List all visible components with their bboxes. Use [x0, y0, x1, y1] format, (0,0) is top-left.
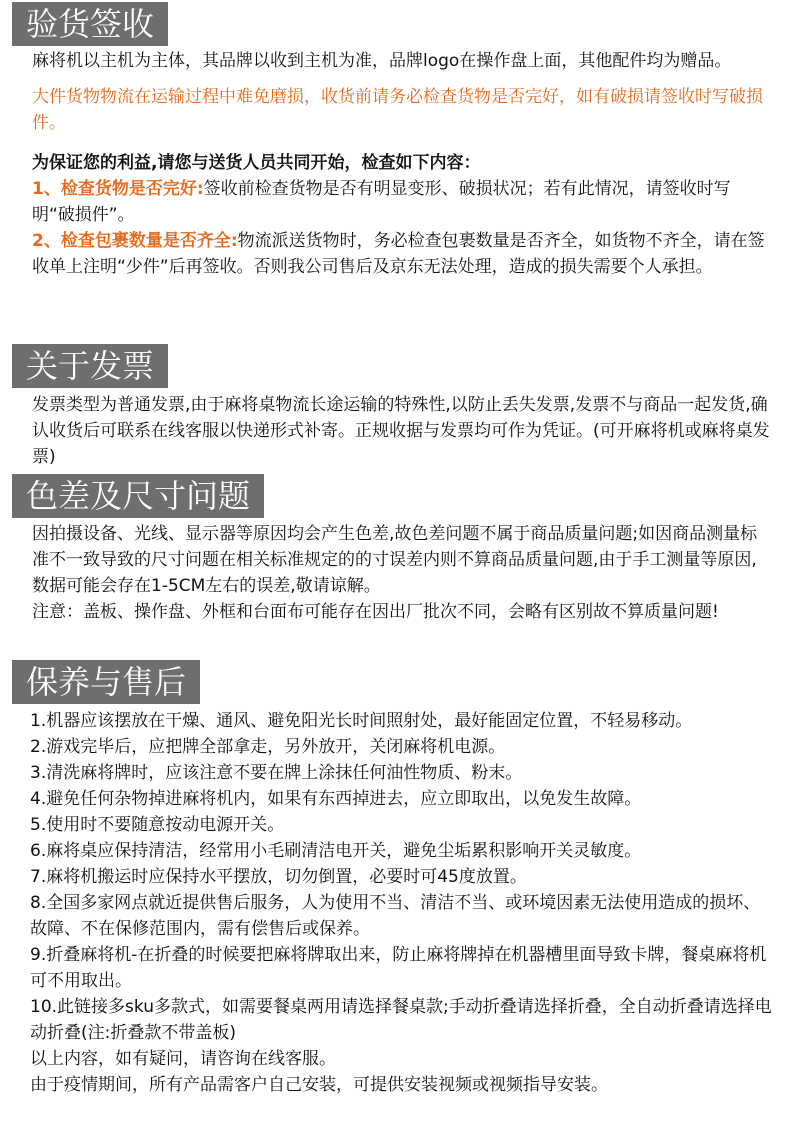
maintenance-item: 5.使用时不要随意按动电源开关。 [30, 815, 285, 835]
maintenance-item: 10.此链接多sku多款式，如需要餐桌两用请选择餐桌款;手动折叠请选择折叠，全自动折叠请选择电动折叠(注:折叠款不带盖板) [30, 997, 772, 1043]
maintenance-footer-1: 以上内容，如有疑问，请咨询在线客服。 [30, 1049, 336, 1069]
maintenance-item: 6.麻将桌应保持清洁，经常用小毛刷清洁电开关，避免尘垢累积影响开关灵敏度。 [30, 841, 642, 861]
check-item-2-text: 物流派送货物时，务必检查包裹数量是否齐全，如货物不齐全，请在签收单上注明“少件”后再签收。否则我公司售后及京东无法处理，造成的损失需要个人承担。 [32, 231, 765, 277]
invoice-text: 发票类型为普通发票,由于麻将桌物流长途运输的特殊性,以防止丢失发票,发票不与商品一起发货,确认收货后可联系在线客服以快递形式补寄。正规收据与发票均可作为凭证。(可开麻将机或麻将桌发票) [32, 395, 770, 467]
check-item-1-label: 1、检查货物是否完好: [32, 179, 204, 199]
color-size-text: 因拍摄设备、光线、显示器等原因均会产生色差,故色差问题不属于商品质量问题;如因商品测量标准不一致导致的尺寸问题在相关标准规定的的寸误差内则不算商品质量问题,由于手工测量等原因,数据可能会存在1-5CM左右的误差,敬请谅解。 [32, 524, 758, 596]
maintenance-item: 8.全国多家网点就近提供售后服务，人为使用不当、清洁不当、或环境因素无法使用造成的损坏、故障、不在保修范围内，需有偿售后或保养。 [30, 893, 761, 939]
section-title-inspection: 验货签收 [12, 2, 168, 46]
inspection-warning: 大件货物物流在运输过程中难免磨损，收货前请务必检查货物是否完好，如有破损请签收时写破损件。 [32, 87, 763, 133]
maintenance-item: 1.机器应该摆放在干燥、通风、避免阳光长时间照射处，最好能固定位置，不轻易移动。 [30, 711, 693, 731]
maintenance-footer-2: 由于疫情期间，所有产品需客户自己安装，可提供安装视频或视频指导安装。 [30, 1075, 608, 1095]
check-title: 为保证您的利益,请您与送货人员共同开始，检查如下内容： [32, 153, 481, 173]
maintenance-item: 9.折叠麻将机-在折叠的时候要把麻将牌取出来，防止麻将牌掉在机器槽里面导致卡牌，餐桌麻将机可不用取出。 [30, 945, 767, 991]
inspection-intro: 麻将机以主机为主体，其品牌以收到主机为准，品牌logo在操作盘上面，其他配件均为赠品。 [32, 51, 732, 71]
color-size-note: 注意：盖板、操作盘、外框和台面布可能存在因出厂批次不同，会略有区别故不算质量问题! [32, 602, 719, 622]
maintenance-content [30, 708, 775, 1098]
color-size-content [32, 521, 772, 625]
maintenance-item: 3.清洗麻将牌时，应该注意不要在牌上涂抹任何油性物质、粉末。 [30, 763, 523, 783]
section-title-invoice: 关于发票 [12, 344, 168, 388]
check-item-1-text: 签收前检查货物是否有明显变形、破损状况；若有此情况，请签收时写明“破损件”。 [32, 179, 731, 225]
inspection-content [32, 48, 772, 280]
check-item-1 [32, 176, 772, 228]
maintenance-item: 4.避免任何杂物掉进麻将机内，如果有东西掉进去，应立即取出，以免发生故障。 [30, 789, 642, 809]
maintenance-item: 7.麻将机搬运时应保持水平摆放，切勿倒置，必要时可45度放置。 [30, 867, 527, 887]
check-item-2 [32, 228, 772, 280]
maintenance-item: 2.游戏完毕后，应把牌全部拿走，另外放开，关闭麻将机电源。 [30, 737, 506, 757]
check-item-2-label: 2、检查包裹数量是否齐全: [32, 231, 238, 251]
section-title-maintenance: 保养与售后 [12, 660, 200, 704]
section-title-color-size: 色差及尺寸问题 [12, 474, 264, 518]
